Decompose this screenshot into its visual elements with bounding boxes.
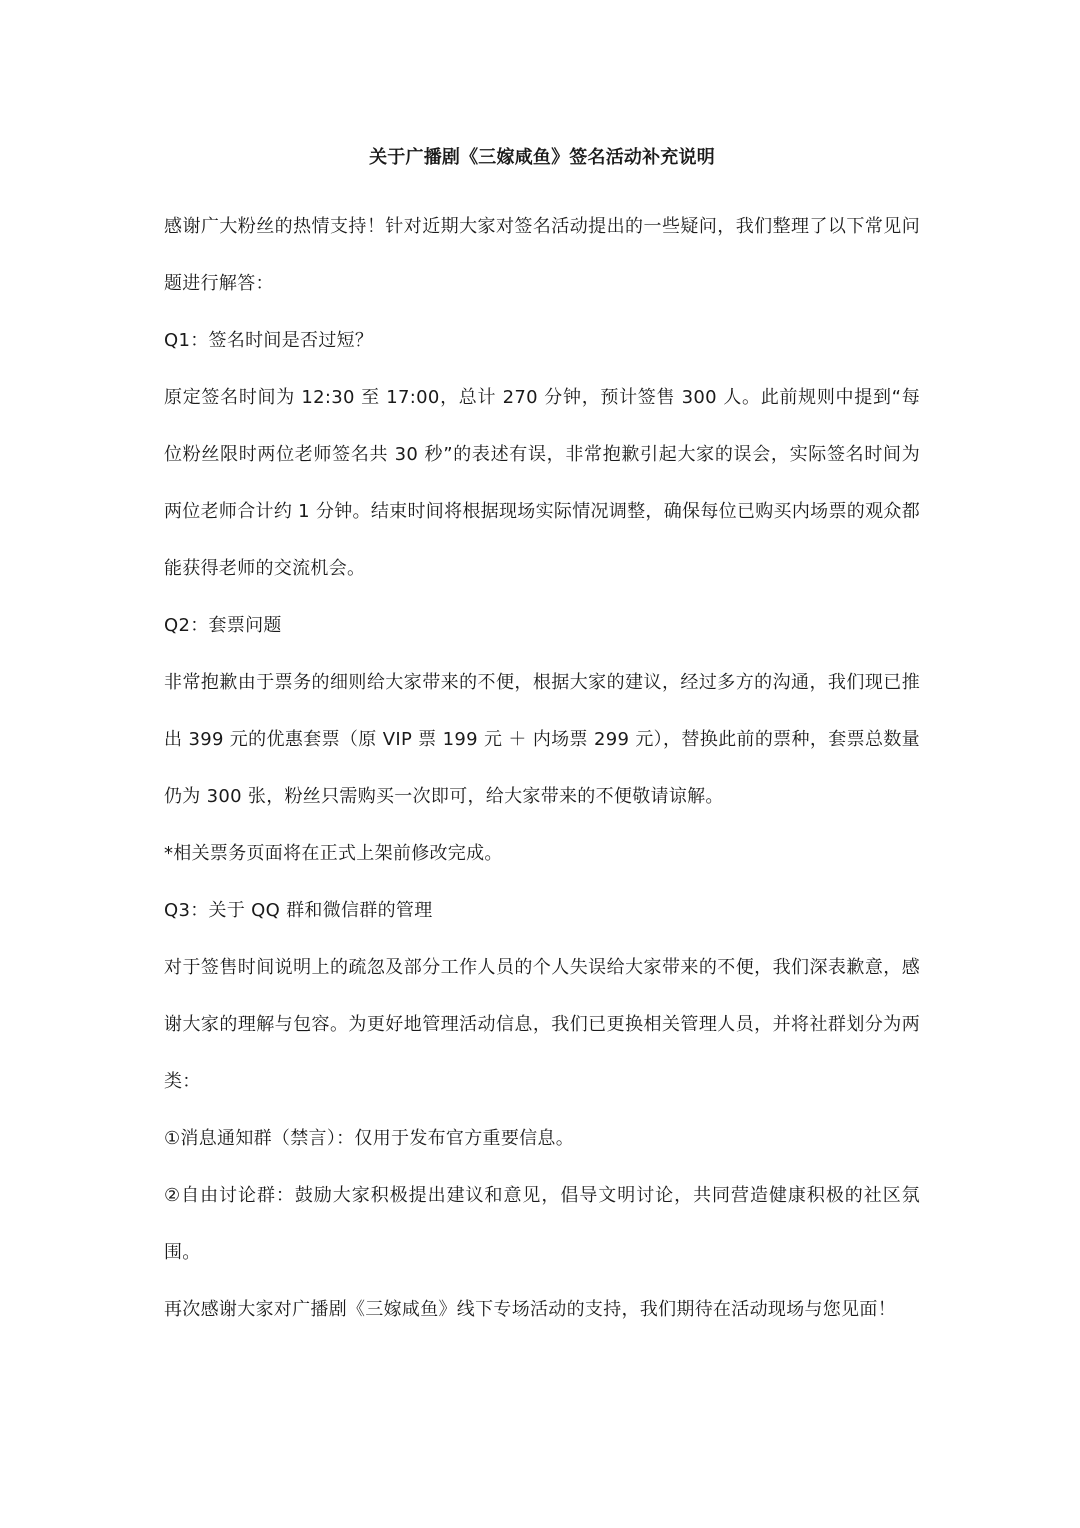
q1-answer: 原定签名时间为 12:30 至 17:00，总计 270 分钟，预计签售 300 人。此前规则中提到“每位粉丝限时两位老师签名共 30 秒”的表述有误，非常抱歉引起大家的误会，实际签名时间为两位老师合计约 1 分钟。结束时间将根据现场实际情况调整，确保每位已购买内场票的观众都能获得老师的交流机会。 xyxy=(164,387,920,579)
document-title: 关于广播剧《三嫁咸鱼》签名活动补充说明 xyxy=(369,147,715,168)
intro-paragraph: 感谢广大粉丝的热情支持！针对近期大家对签名活动提出的一些疑问，我们整理了以下常见问题进行解答： xyxy=(164,216,920,294)
q3-heading: Q3：关于 QQ 群和微信群的管理 xyxy=(164,900,433,921)
q1-heading: Q1：签名时间是否过短？ xyxy=(164,330,374,351)
closing-paragraph: 再次感谢大家对广播剧《三嫁咸鱼》线下专场活动的支持，我们期待在活动现场与您见面！ xyxy=(164,1299,896,1320)
document-body xyxy=(164,140,920,1338)
q3-answer: 对于签售时间说明上的疏忽及部分工作人员的个人失误给大家带来的不便，我们深表歉意，感谢大家的理解与包容。为更好地管理活动信息，我们已更换相关管理人员，并将社群划分为两类： xyxy=(164,957,920,1092)
q2-answer: 非常抱歉由于票务的细则给大家带来的不便，根据大家的建议，经过多方的沟通，我们现已推出 399 元的优惠套票（原 VIP 票 199 元 ＋ 内场票 299 元），替换此前的票种，套票总数量仍为 300 张，粉丝只需购买一次即可，给大家带来的不便敬请谅解。 xyxy=(164,672,920,807)
q2-heading: Q2：套票问题 xyxy=(164,615,282,636)
q3-item-1: ①消息通知群（禁言）：仅用于发布官方重要信息。 xyxy=(164,1128,575,1149)
q2-note: *相关票务页面将在正式上架前修改完成。 xyxy=(164,843,503,864)
q3-item-2: ②自由讨论群：鼓励大家积极提出建议和意见，倡导文明讨论，共同营造健康积极的社区氛围。 xyxy=(164,1185,920,1263)
